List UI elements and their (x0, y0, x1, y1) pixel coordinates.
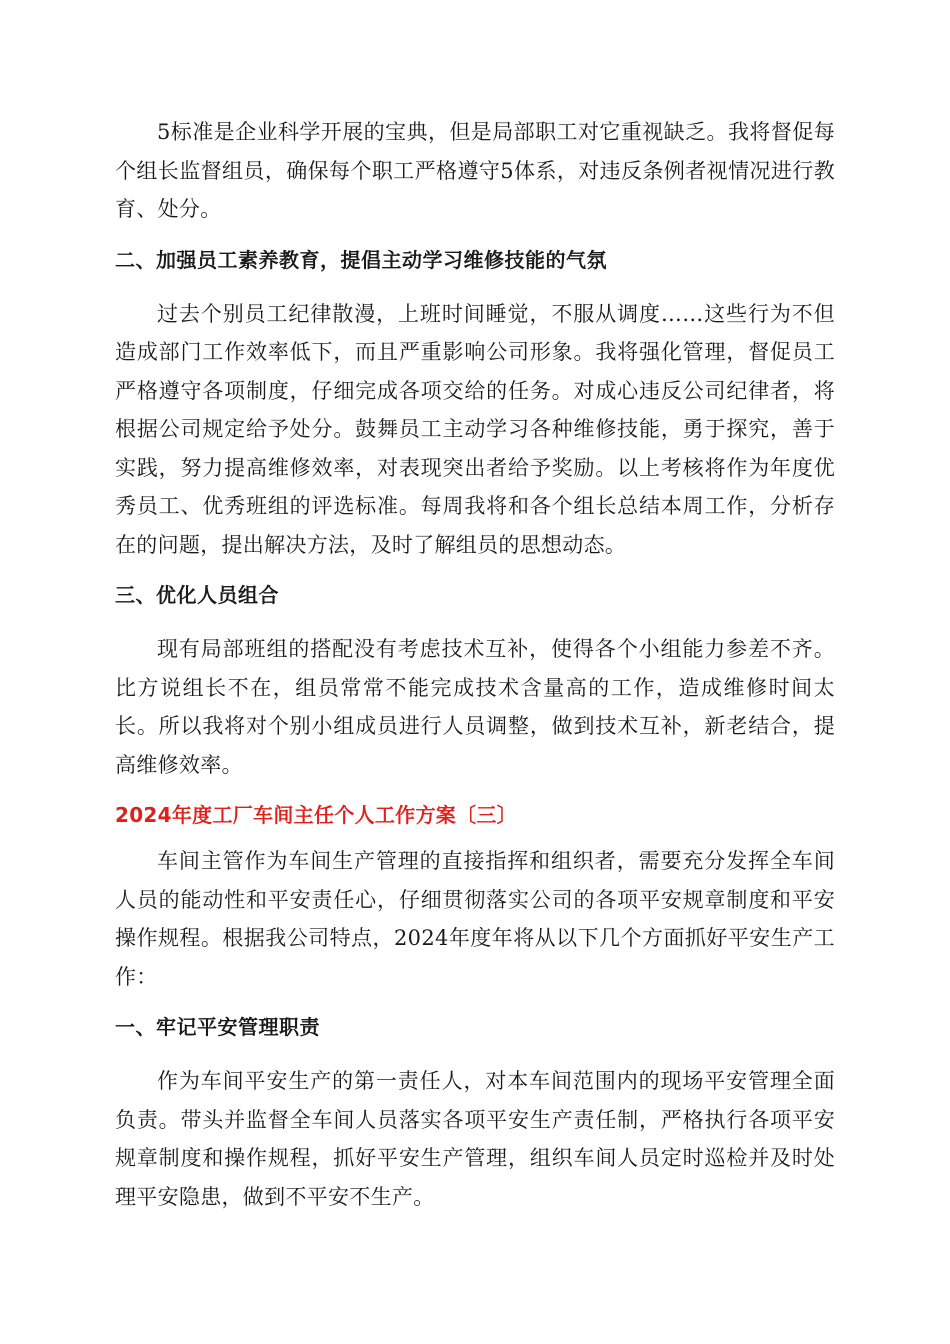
paragraph-workshop-supervisor: 车间主管作为车间生产管理的直接指挥和组织者，需要充分发挥全车间人员的能动性和平安责任心，仔细贯彻落实公司的各项平安规章制度和平安操作规程。根据我公司特点，2024年度年将从以下几个方面抓好平安生产工作： (115, 849, 835, 989)
paragraph-staff-discipline: 过去个别员工纪律散漫，上班时间睡觉，不服从调度……这些行为不但造成部门工作效率低下，而且严重影响公司形象。我将强化管理，督促员工严格遵守各项制度，仔细完成各项交给的任务。对成心违反公司纪律者，将根据公司规定给予处分。鼓舞员工主动学习各种维修技能，勇于探究，善于实践，努力提高维修效率，对表现突出者给予奖励。以上考核将作为年度优秀员工、优秀班组的评选标准。每周我将和各个组长总结本周工作，分析存在的问题，提出解决方法，及时了解组员的思想动态。 (115, 301, 835, 557)
section-heading-optimize-team: 三、优化人员组合 (115, 583, 279, 607)
section-heading-staff-education: 二、加强员工素养教育，提倡主动学习维修技能的气氛 (115, 247, 607, 272)
section-heading-safety-duty: 一、牢记平安管理职责 (115, 1015, 320, 1039)
paragraph-safety-responsibility: 作为车间平安生产的第一责任人，对本车间范围内的现场平安管理全面负责。带头并监督全车间人员落实各项平安生产责任制，严格执行各项平安规章制度和操作规程，抓好平安生产管理，组织车间人员定时巡检并及时处理平安隐患，做到不平安不生产。 (115, 1069, 835, 1209)
document-title: 2024年度工厂车间主任个人工作方案〔三〕 (115, 803, 517, 827)
paragraph-standards: 5标准是企业科学开展的宝典，但是局部职工对它重视缺乏。我将督促每个组长监督组员，确保每个职工严格遵守5体系，对违反条例者视情况进行教育、处分。 (115, 120, 835, 221)
paragraph-team-composition: 现有局部班组的搭配没有考虑技术互补，使得各个小组能力参差不齐。比方说组长不在，组员常常不能完成技术含量高的工作，造成维修时间太长。所以我将对个别小组成员进行人员调整，做到技术互补，新老结合，提高维修效率。 (115, 637, 835, 777)
document-page (115, 113, 835, 1216)
